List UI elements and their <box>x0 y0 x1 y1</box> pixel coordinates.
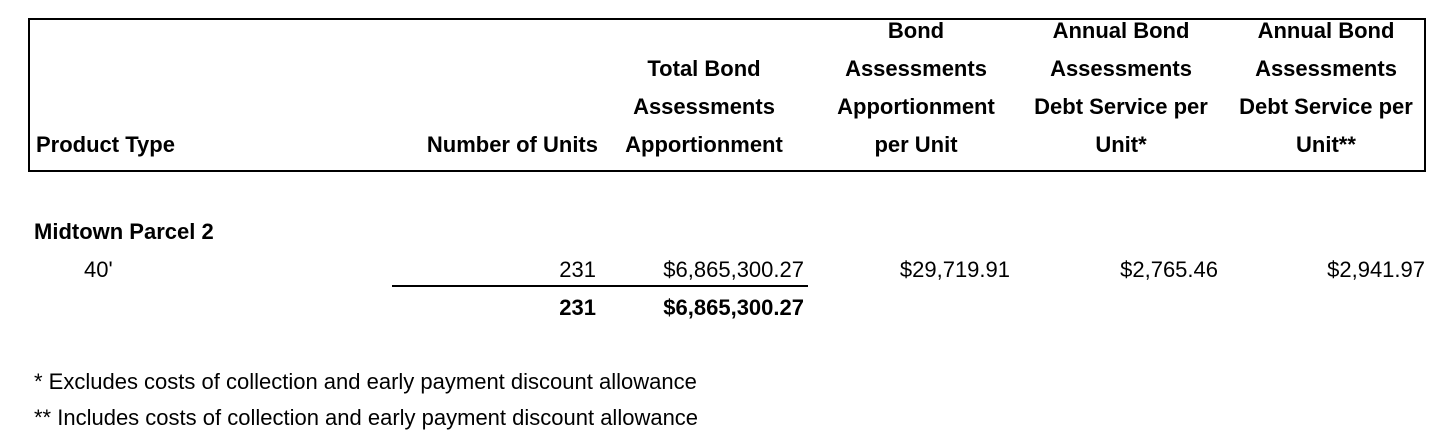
header-number-of-units: Number of Units <box>426 132 598 157</box>
row-product-type: 40' <box>84 257 113 282</box>
subtotal-rule <box>392 285 808 287</box>
footnote-double-asterisk: ** Includes costs of collection and early payment discount allowance <box>34 405 699 430</box>
header-product-type: Product Type <box>36 132 175 157</box>
row-total-bond-apportionment: $6,865,300.27 <box>663 257 804 282</box>
total-number-of-units: 231 <box>559 295 596 320</box>
header-total-bond-apportionment: Total Bond Assessments Apportionment <box>625 56 783 157</box>
header-bond-apportionment-per-unit: Bond Assessments Apportionment per Unit <box>837 18 995 157</box>
row-bond-per-unit: $29,719.91 <box>899 257 1010 282</box>
header-annual-debt-service-excl: Annual Bond Assessments Debt Service per Unit* <box>1034 18 1208 157</box>
section-title: Midtown Parcel 2 <box>34 219 214 244</box>
row-number-of-units: 231 <box>559 257 596 282</box>
row-annual-debt-incl: $2,941.97 <box>1327 257 1425 282</box>
footnote-single-asterisk: * Excludes costs of collection and early payment discount allowance <box>34 369 697 394</box>
row-annual-debt-excl: $2,765.46 <box>1120 257 1218 282</box>
total-bond-apportionment: $6,865,300.27 <box>663 295 804 320</box>
header-annual-debt-service-incl: Annual Bond Assessments Debt Service per Unit** <box>1239 18 1413 157</box>
table-header <box>28 18 1426 172</box>
